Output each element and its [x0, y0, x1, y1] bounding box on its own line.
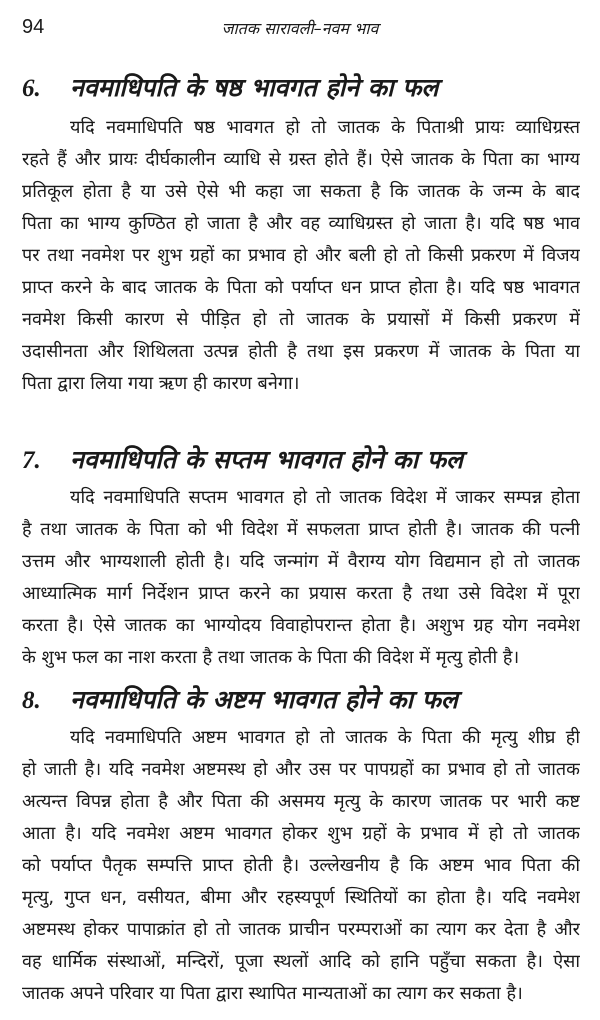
section-title: नवमाधिपति के अष्टम भावगत होने का फल [70, 685, 458, 714]
text-line: पिता का भाग्य कुण्ठित हो जाता है और वह व्याधिग्रस्त हो जाता है। यदि षष्ठ भाव [22, 213, 580, 234]
text-line: मृत्यु, गुप्त धन, वसीयत, बीमा और रहस्यपूर्ण स्थितियों का होता है। यदि नवमेश [22, 887, 580, 908]
text-line: प्रतिकूल होता है या उसे ऐसे भी कहा जा सकता है कि जातक के जन्म के बाद [22, 181, 580, 202]
section-paragraph [22, 722, 580, 1010]
text-line: है तथा जातक के पिता को भी विदेश में सफलता प्राप्त होती है। जातक की पत्नी [22, 519, 580, 540]
text-line: यदि नवमाधिपति सप्तम भावगत हो तो जातक विदेश में जाकर सम्पन्न होता [70, 487, 580, 508]
section-title: नवमाधिपति के षष्ठ भावगत होने का फल [70, 73, 439, 102]
section-paragraph [22, 482, 580, 674]
text-line: के शुभ फल का नाश करता है तथा जातक के पिता की विदेश में मृत्यु होती है। [22, 647, 520, 668]
text-line: यदि नवमाधिपति षष्ठ भावगत हो तो जातक के पिताश्री प्रायः व्याधिग्रस्त [70, 117, 580, 138]
text-line: नवमेश किसी कारण से पीड़ित हो तो जातक के प्रयासों में किसी प्रकरण में [22, 309, 580, 330]
section-number: 8. [22, 687, 41, 714]
text-line: उत्तम और भाग्यशाली होती है। यदि जन्मांग में वैराग्य योग विद्यमान हो तो जातक [22, 551, 580, 572]
section-title: नवमाधिपति के सप्तम भावगत होने का फल [70, 445, 463, 474]
text-line: जातक अपने परिवार या पिता द्वारा स्थापित मान्यताओं का त्याग कर सकता है। [22, 983, 523, 1004]
text-line: प्राप्त करने के बाद जातक के पिता को पर्याप्त धन प्राप्त होता है। यदि षष्ठ भावगत [22, 277, 580, 298]
text-line: हो जाती है। यदि नवमेश अष्टमस्थ हो और उस पर पापग्रहों का प्रभाव हो तो जातक [22, 759, 580, 780]
text-line: अत्यन्त विपन्न होता है और पिता की असमय मृत्यु के कारण जातक पर भारी कष्ट [22, 791, 580, 812]
section-heading [22, 442, 463, 476]
text-line: यदि नवमाधिपति अष्टम भावगत हो तो जातक के पिता की मृत्यु शीघ्र ही [70, 727, 580, 748]
section-heading [22, 70, 438, 104]
text-line: पिता द्वारा लिया गया ऋण ही कारण बनेगा। [22, 373, 300, 394]
text-line: आध्यात्मिक मार्ग निर्देशन प्राप्त करने का प्रयास करता है तथा उसे विदेश में पूरा [22, 583, 580, 604]
text-line: रहते हैं और प्रायः दीर्घकालीन व्याधि से ग्रस्त होते हैं। ऐसे जातक के पिता का भाग्य [22, 149, 580, 170]
text-line: पर तथा नवमेश पर शुभ ग्रहों का प्रभाव हो और बली हो तो किसी प्रकरण में विजय [22, 245, 580, 266]
section-number: 7. [22, 447, 41, 474]
running-header: जातक सारावली–नवम भाव [221, 19, 379, 38]
text-line: अष्टमस्थ होकर पापाक्रांत हो तो जातक प्राचीन परम्पराओं का त्याग कर देता है और [22, 919, 580, 940]
text-line: को पर्याप्त पैतृक सम्पत्ति प्राप्त होती है। उल्लेखनीय है कि अष्टम भाव पिता की [22, 855, 580, 876]
text-line: वह धार्मिक संस्थाओं, मन्दिरों, पूजा स्थलों आदि को हानि पहुँचा सकता है। ऐसा [22, 951, 580, 972]
section-paragraph [22, 112, 580, 400]
text-line: करता है। ऐसे जातक का भाग्योदय विवाहोपरान्त होता है। अशुभ ग्रह योग नवमेश [22, 615, 580, 636]
text-line: आता है। यदि नवमेश अष्टम भावगत होकर शुभ ग्रहों के प्रभाव में हो तो जातक [22, 823, 580, 844]
page-number: 94 [22, 16, 45, 38]
text-line: उदासीनता और शिथिलता उत्पन्न होती है तथा इस प्रकरण में जातक के पिता या [22, 341, 580, 362]
section-heading [22, 682, 458, 716]
section-number: 6. [22, 75, 41, 102]
